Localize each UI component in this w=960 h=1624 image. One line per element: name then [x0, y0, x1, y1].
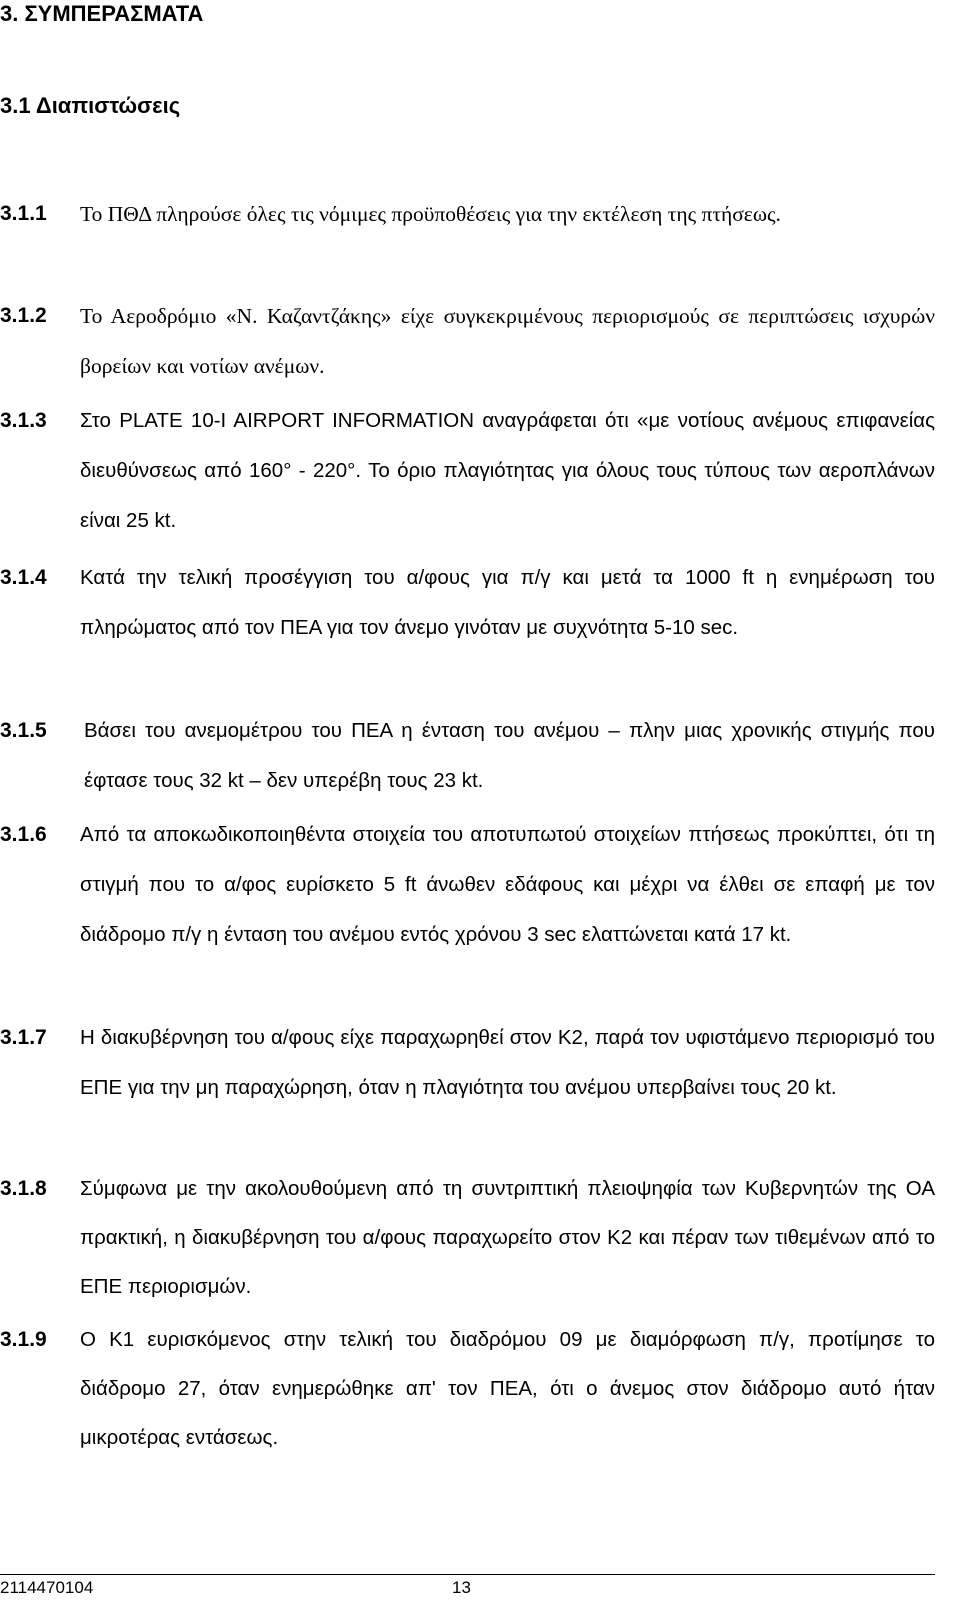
- finding-text: Κατά την τελική προσέγγιση του α/φους για π/γ και μετά τα 1000 ft η ενημέρωση του πληρώματος από τον ΠΕΑ για τον άνεμο γινόταν με συχνότητα 5-10 sec.: [80, 566, 935, 639]
- finding-item: [0, 301, 935, 391]
- finding-number: 3.1.6: [0, 823, 47, 846]
- finding-item: [0, 1174, 935, 1311]
- subsection-title: 3.1 Διαπιστώσεις: [0, 93, 181, 118]
- finding-text: Το ΠΘΔ πληρούσε όλες τις νόμιμες προϋποθέσεις για την εκτέλεση της πτήσεως.: [80, 202, 781, 226]
- finding-number: 3.1.1: [0, 202, 47, 225]
- finding-text: Από τα αποκωδικοποιηθέντα στοιχεία του αποτυπωτού στοιχείων πτήσεως προκύπτει, ότι τη στιγμή που το α/φος ευρίσκετο 5 ft άνωθεν εδάφους και μέχρι να έλθει σε επαφή με τον διάδρομο π/γ η ένταση του ανέμου εντός χρόνου 3 sec ελαττώνεται κατά 17 kt.: [80, 823, 935, 946]
- document-id: 2114470104: [0, 1578, 94, 1597]
- page-number: 13: [452, 1578, 471, 1597]
- finding-number: 3.1.9: [0, 1328, 47, 1351]
- finding-item: [0, 716, 935, 806]
- finding-number: 3.1.3: [0, 409, 47, 432]
- finding-text: Βάσει του ανεμομέτρου του ΠΕΑ η ένταση του ανέμου – πλην μιας χρονικής στιγμής που έφτασε τους 32 kt – δεν υπερέβη τους 23 kt.: [84, 719, 935, 792]
- finding-item: [0, 820, 935, 960]
- finding-text: Η διακυβέρνηση του α/φους είχε παραχωρηθεί στον Κ2, παρά τον υφιστάμενο περιορισμό του ΕΠΕ για την μη παραχώρηση, όταν η πλαγιότητα του ανέμου υπερβαίνει τους 20 kt.: [80, 1026, 935, 1099]
- finding-text: Σύμφωνα με την ακολουθούμενη από τη συντριπτική πλειοψηφία των Κυβερνητών της ΟΑ πρακτική, η διακυβέρνηση του α/φους παραχωρείτο στον Κ2 και πέραν των τιθεμένων από το ΕΠΕ περιορισμών.: [80, 1177, 935, 1298]
- finding-item: [0, 1325, 935, 1462]
- finding-item: [0, 563, 935, 653]
- finding-number: 3.1.5: [0, 719, 47, 742]
- finding-item: [0, 406, 935, 546]
- finding-text: Στο PLATE 10-I AIRPORT INFORMATION αναγράφεται ότι «με νοτίους ανέμους επιφανείας διευθύνσεως από 160° - 220°. Το όριο πλαγιότητας για όλους τους τύπους των αεροπλάνων είναι 25 kt.: [80, 409, 935, 532]
- finding-item: [0, 199, 935, 239]
- finding-item: [0, 1023, 935, 1113]
- finding-number: 3.1.2: [0, 304, 47, 327]
- finding-number: 3.1.8: [0, 1177, 47, 1200]
- finding-text: Ο Κ1 ευρισκόμενος στην τελική του διαδρόμου 09 με διαμόρφωση π/γ, προτίμησε το διάδρομο 27, όταν ενημερώθηκε απ' τον ΠΕΑ, ότι ο άνεμος στον διάδρομο αυτό ήταν μικροτέρας εντάσεως.: [80, 1328, 935, 1449]
- finding-number: 3.1.7: [0, 1026, 47, 1049]
- footer-divider: [0, 1574, 935, 1575]
- section-title: 3. ΣΥΜΠΕΡΑΣΜΑΤΑ: [0, 1, 204, 26]
- finding-text: Το Αεροδρόμιο «Ν. Καζαντζάκης» είχε συγκεκριμένους περιορισμούς σε περιπτώσεις ισχυρών βορείων και νοτίων ανέμων.: [80, 304, 935, 378]
- finding-number: 3.1.4: [0, 566, 47, 589]
